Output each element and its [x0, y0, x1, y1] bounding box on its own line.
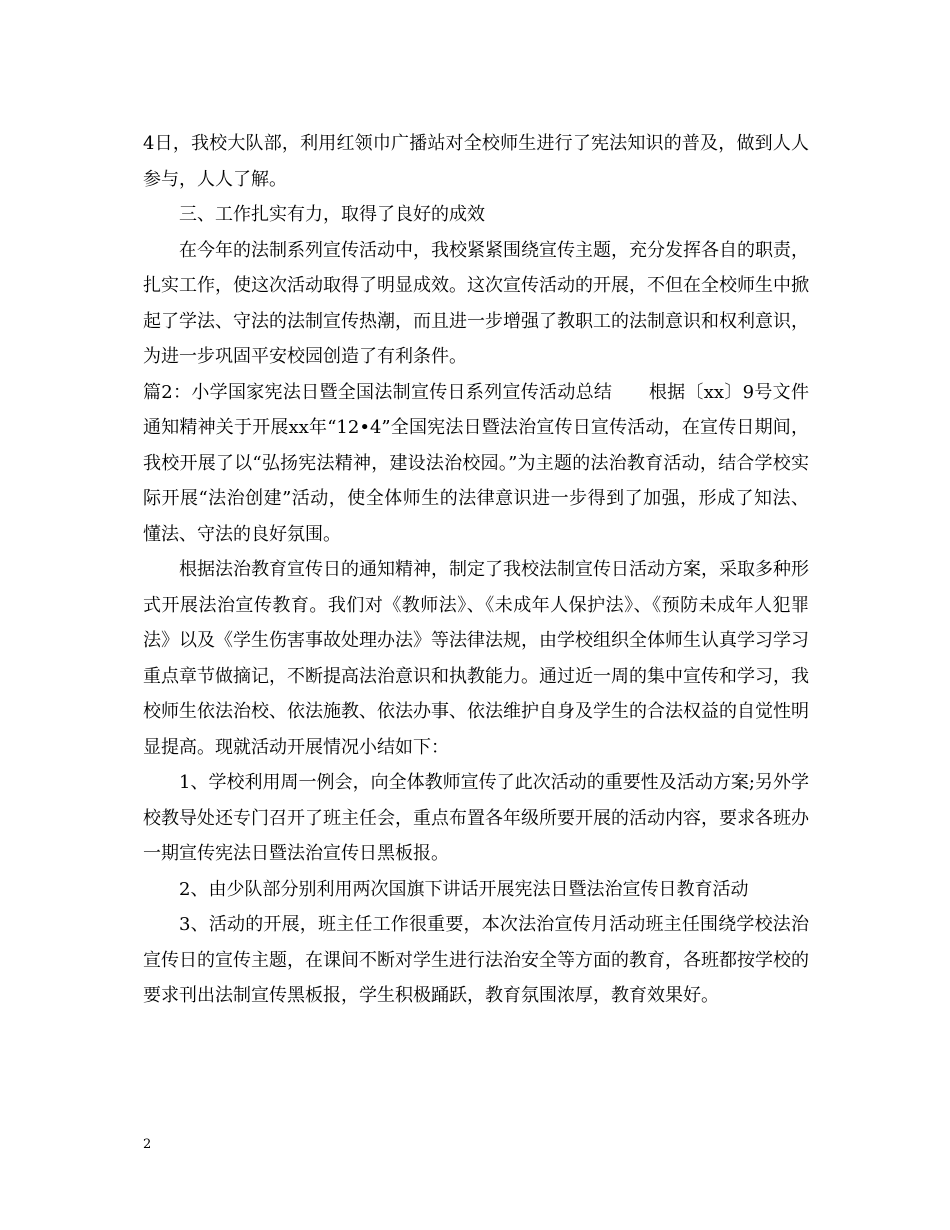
page-number: 2: [143, 1137, 152, 1152]
document-body: [143, 126, 809, 1014]
paragraph-3: 在今年的法制系列宣传活动中，我校紧紧围绕宣传主题，充分发挥各自的职责，扎实工作，使这次活动取得了明显成效。这次宣传活动的开展，不但在全校师生中掀起了学法、守法的法制宣传热潮，而且进一步增强了教职工的法制意识和权利意识，为进一步巩固平安校园创造了有利条件。: [143, 239, 809, 367]
paragraph-5: 根据法治教育宣传日的通知精神，制定了我校法制宣传日活动方案，采取多种形式开展法治宣传教育。我们对《教师法》、《未成年人保护法》、《预防未成年人犯罪法》以及《学生伤害事故处理办法》等法律法规，由学校组织全体师生认真学习学习重点章节做摘记，不断提高法治意识和执教能力。通过近一周的集中宣传和学习，我校师生依法治校、依法施教、依法办事、依法维护自身及学生的合法权益的自觉性明显提高。现就活动开展情况小结如下：: [143, 559, 809, 758]
article-2-intro: 篇2：小学国家宪法日暨全国法制宣传日系列宣传活动总结 根据〔xx〕9号文件通知精神关于开展xx年“12•4”全国宪法日暨法治宣传日宣传活动，在宣传日期间，我校开展了以“弘扬宪法精神，建设法治校园。”为主题的法治教育活动，结合学校实际开展“法治创建”活动，使全体师生的法律意识进一步得到了加强，形成了知法、懂法、守法的良好氛围。: [143, 381, 809, 545]
section-heading-3: 三、工作扎实有力，取得了良好的成效: [179, 204, 485, 225]
list-item-2: 2、由少队部分别利用两次国旗下讲话开展宪法日暨法治宣传日教育活动: [179, 878, 749, 900]
paragraph-1: 4日，我校大队部，利用红领巾广播站对全校师生进行了宪法知识的普及，做到人人参与，人人了解。: [143, 133, 809, 190]
list-item-3: 3、活动的开展，班主任工作很重要，本次法治宣传月活动班主任围绕学校法治宣传日的宣传主题，在课间不断对学生进行法治安全等方面的教育，各班都按学校的要求刊出法制宣传黑板报，学生积极踊跃，教育氛围浓厚，教育效果好。: [143, 914, 809, 1006]
list-item-1: 1、学校利用周一例会，向全体教师宣传了此次活动的重要性及活动方案;另外学校教导处还专门召开了班主任会，重点布置各年级所要开展的活动内容，要求各班办一期宣传宪法日暨法治宣传日黑板报。: [143, 772, 809, 864]
